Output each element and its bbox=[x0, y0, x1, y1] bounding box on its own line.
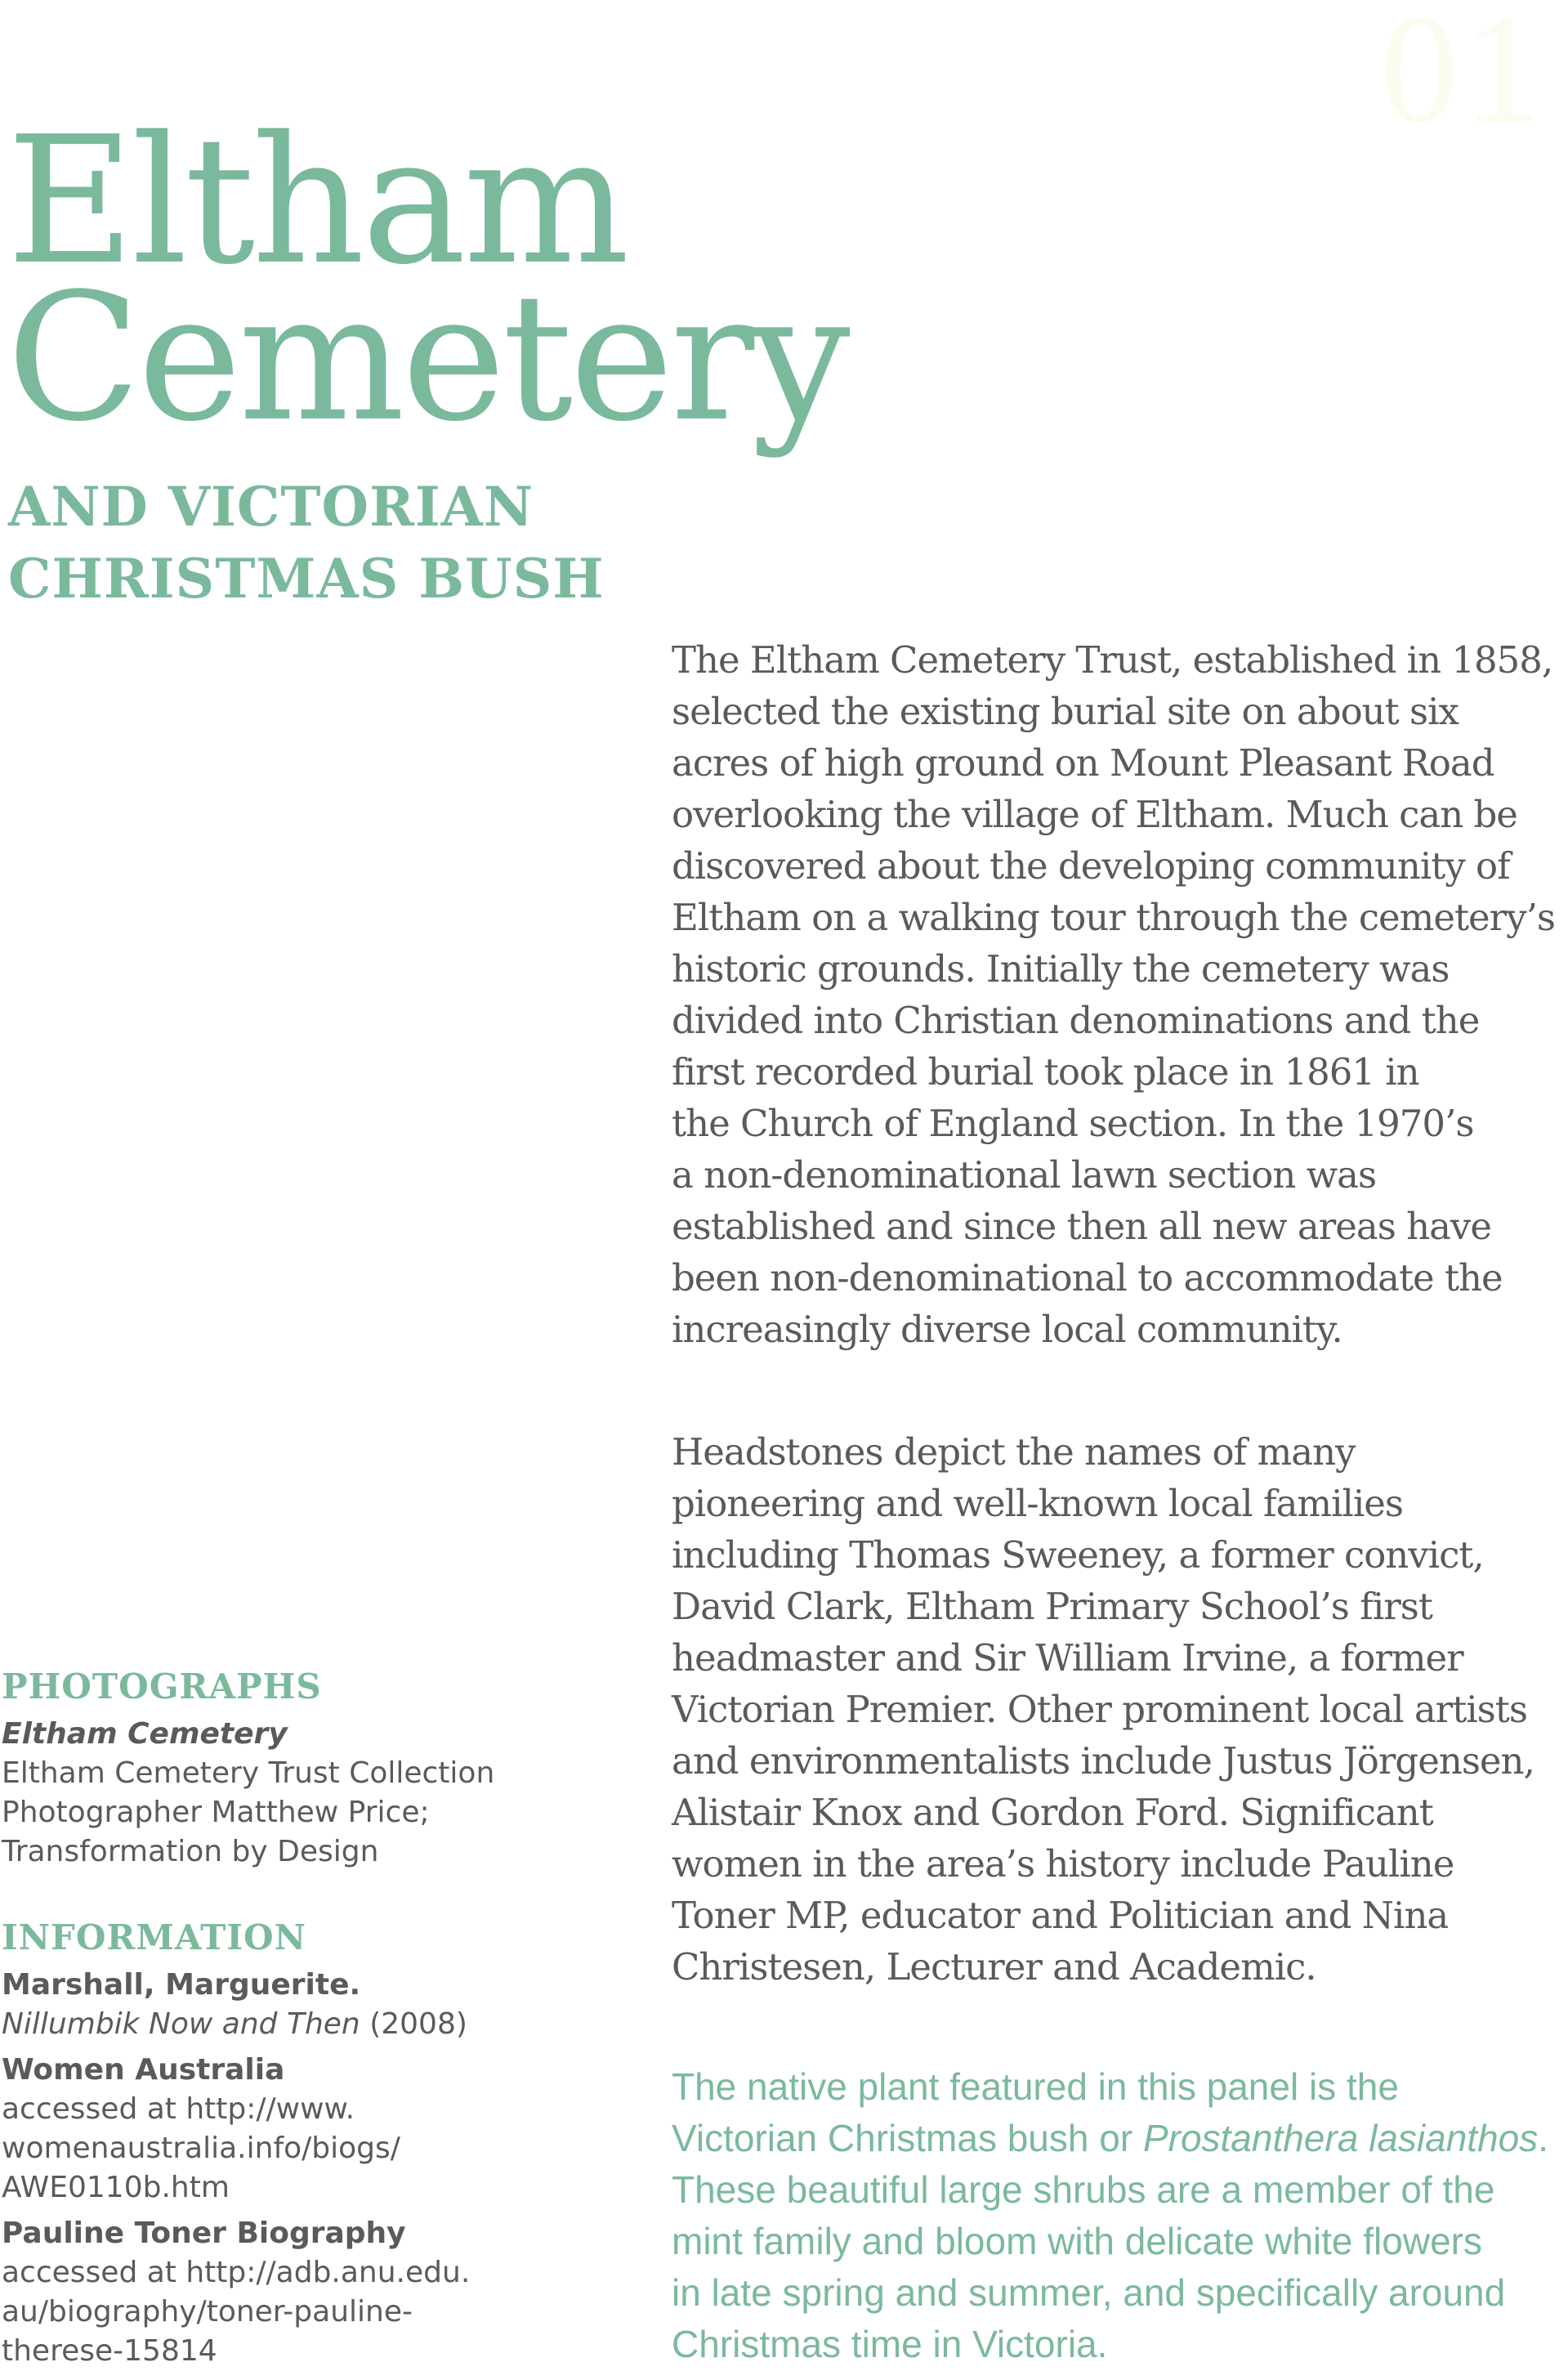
photographs-heading: PHOTOGRAPHS bbox=[2, 1666, 322, 1707]
text-line: established and since then all new areas have bbox=[672, 1205, 1491, 1248]
source-url-line: therese-15814 bbox=[2, 2334, 217, 2368]
text-line: and environmentalists include Justus Jörgensen, bbox=[672, 1739, 1534, 1783]
source-citation bbox=[2, 2005, 525, 2044]
native-plant-paragraph bbox=[672, 2061, 1548, 2370]
text-line: Alistair Knox and Gordon Ford. Significant bbox=[672, 1791, 1433, 1834]
text-line: a non-denominational lawn section was bbox=[672, 1153, 1377, 1197]
text-segment: Victorian Christmas bush or bbox=[672, 2117, 1143, 2159]
text-line bbox=[672, 2113, 1548, 2164]
text-line: selected the existing burial site on about six bbox=[672, 690, 1459, 733]
text-line: increasingly diverse local community. bbox=[672, 1308, 1342, 1351]
text-segment: . bbox=[1538, 2117, 1549, 2159]
source-url-line: accessed at http://adb.anu.edu. bbox=[2, 2256, 471, 2289]
photographs-credits bbox=[2, 1664, 525, 1872]
text-line: women in the area’s history include Pauline bbox=[672, 1842, 1454, 1886]
panel-number: 01 bbox=[1381, 0, 1546, 155]
text-line: These beautiful large shrubs are a member of the bbox=[672, 2168, 1495, 2211]
text-line: overlooking the village of Eltham. Much can be bbox=[672, 793, 1517, 836]
history-paragraph bbox=[672, 634, 1568, 1355]
source-url-line: au/biography/toner-pauline- bbox=[2, 2295, 413, 2329]
text-line: been non-denominational to accommodate the bbox=[672, 1256, 1503, 1300]
text-line: Christmas time in Victoria. bbox=[672, 2323, 1108, 2365]
book-title: Nillumbik Now and Then bbox=[2, 2007, 360, 2041]
subtitle-line: CHRISTMAS BUSH bbox=[8, 547, 605, 611]
credit-line: Transformation by Design bbox=[2, 1835, 379, 1868]
text-line: divided into Christian denominations and the bbox=[672, 999, 1480, 1042]
text-line: Headstones depict the names of many bbox=[672, 1430, 1356, 1474]
source-url-line: accessed at http://www. bbox=[2, 2092, 355, 2126]
text-line: mint family and bloom with delicate white flowers bbox=[672, 2220, 1482, 2262]
text-line: the Church of England section. In the 1970’s bbox=[672, 1102, 1474, 1145]
text-line: The native plant featured in this panel is the bbox=[672, 2065, 1399, 2108]
page-subtitle bbox=[8, 471, 605, 615]
book-year: (2008) bbox=[360, 2007, 467, 2041]
text-line: headmaster and Sir William Irvine, a former bbox=[672, 1636, 1463, 1680]
title-line: Eltham bbox=[7, 98, 627, 303]
page-title bbox=[7, 98, 847, 460]
credit-line: Eltham Cemetery Trust Collection bbox=[2, 1756, 495, 1790]
information-heading: INFORMATION bbox=[2, 1917, 307, 1957]
text-line: historic grounds. Initially the cemetery was bbox=[672, 947, 1450, 991]
photo-title: Eltham Cemetery bbox=[2, 1717, 288, 1751]
text-line: Victorian Premier. Other prominent local artists bbox=[672, 1688, 1527, 1731]
text-line: Toner MP, educator and Politician and Nina bbox=[672, 1894, 1449, 1937]
source-title: Women Australia bbox=[2, 2053, 285, 2087]
headstones-paragraph bbox=[672, 1426, 1568, 1993]
information-credits bbox=[2, 1915, 525, 2371]
source-url-line: womenaustralia.info/biogs/ bbox=[2, 2132, 400, 2165]
source-author: Marshall, Marguerite. bbox=[2, 1968, 361, 2002]
source-title: Pauline Toner Biography bbox=[2, 2217, 406, 2250]
text-line: acres of high ground on Mount Pleasant Road bbox=[672, 741, 1494, 785]
text-line: in late spring and summer, and specifically around bbox=[672, 2271, 1506, 2314]
text-line: Christesen, Lecturer and Academic. bbox=[672, 1945, 1316, 1989]
title-line: Cemetery bbox=[7, 255, 847, 460]
source-url-line: AWE0110b.htm bbox=[2, 2171, 230, 2204]
credit-line: Photographer Matthew Price; bbox=[2, 1796, 430, 1829]
text-line: pioneering and well-known local families bbox=[672, 1482, 1404, 1525]
subtitle-line: AND VICTORIAN bbox=[8, 475, 534, 539]
text-line: first recorded burial took place in 1861 in bbox=[672, 1050, 1419, 1094]
text-line: Eltham on a walking tour through the cemetery’s bbox=[672, 896, 1556, 939]
species-name: Prostanthera lasianthos bbox=[1142, 2117, 1539, 2159]
text-line: discovered about the developing community of bbox=[672, 844, 1510, 888]
text-line: including Thomas Sweeney, a former convict, bbox=[672, 1533, 1484, 1577]
text-line: The Eltham Cemetery Trust, established in 1858, bbox=[672, 638, 1553, 682]
text-line: David Clark, Eltham Primary School’s first bbox=[672, 1585, 1432, 1628]
